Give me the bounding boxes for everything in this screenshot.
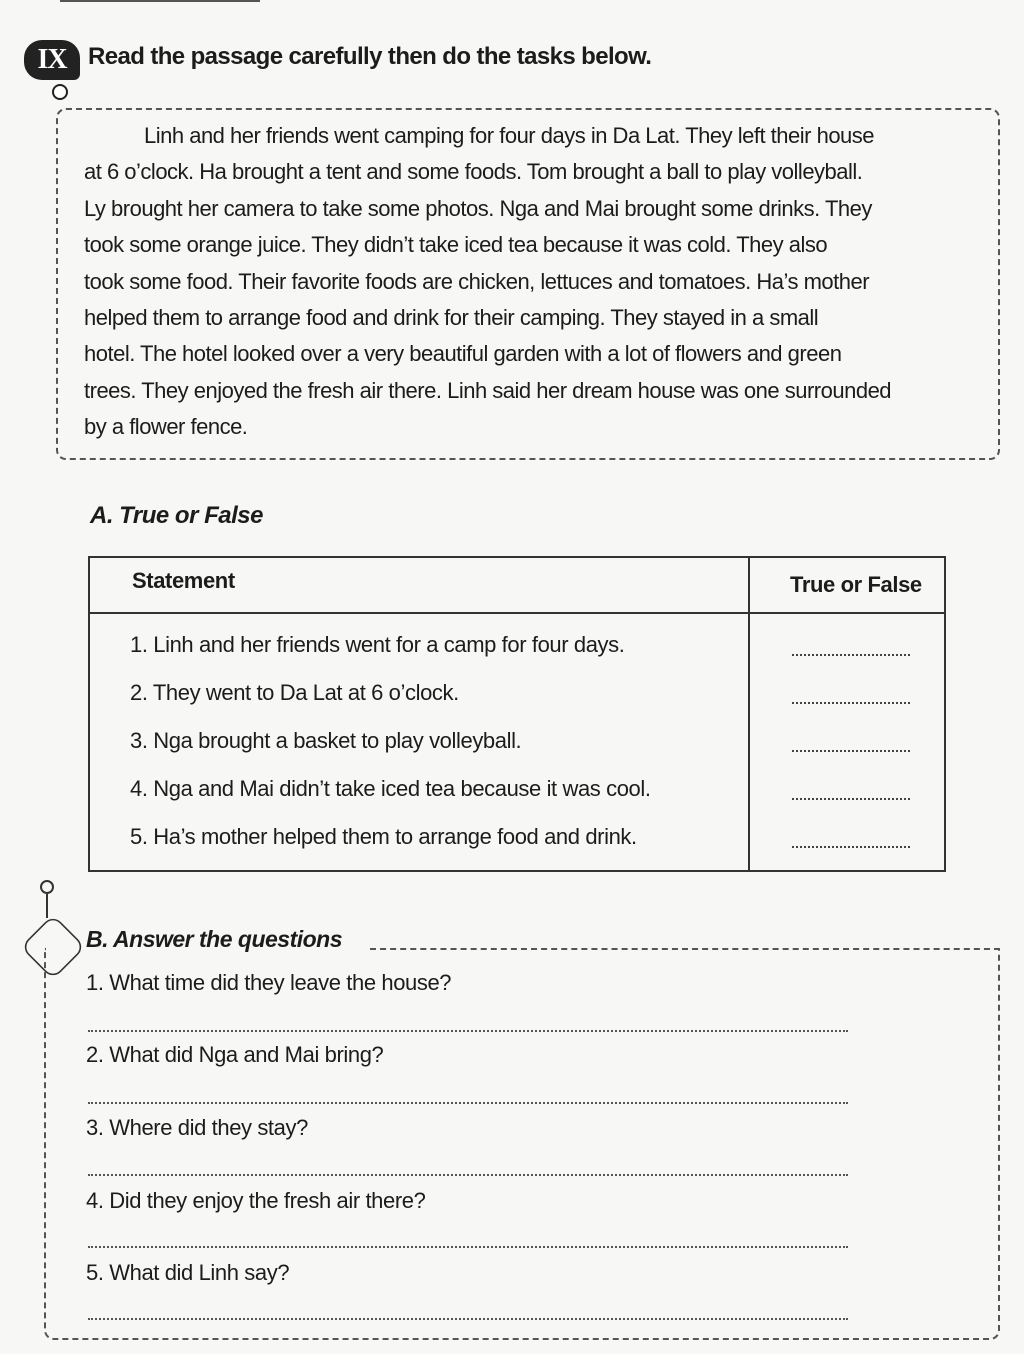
badge-ring-icon	[52, 84, 68, 100]
passage-line: Ly brought her camera to take some photos. Nga and Mai brought some drinks. They	[84, 195, 872, 221]
table-header-divider	[90, 612, 944, 614]
answer-blank-1[interactable]	[792, 654, 910, 656]
passage-line: helped them to arrange food and drink for their camping. They stayed in a small	[84, 305, 819, 331]
question-5: 5. What did Linh say?	[86, 1260, 290, 1285]
section-a-title: A. True or False	[90, 502, 263, 529]
pin-stem	[46, 894, 48, 918]
answer-line-2[interactable]	[88, 1102, 848, 1104]
passage-text	[84, 118, 974, 446]
answer-blank-4[interactable]	[792, 798, 910, 800]
answer-line-5[interactable]	[88, 1318, 848, 1320]
question-4: 4. Did they enjoy the fresh air there?	[86, 1188, 426, 1213]
exercise-title: Read the passage carefully then do the tasks below.	[88, 43, 652, 70]
passage-line: by a flower fence.	[84, 414, 248, 440]
header-statement: Statement	[132, 568, 235, 593]
passage-line: took some orange juice. They didn’t take iced tea because it was cold. They also	[84, 232, 828, 258]
question-2: 2. What did Nga and Mai bring?	[86, 1042, 384, 1067]
passage-line: Linh and her friends went camping for four days in Da Lat. They left their house	[144, 123, 875, 148]
pin-icon	[40, 880, 54, 894]
answer-blank-3[interactable]	[792, 750, 910, 752]
answer-blank-2[interactable]	[792, 702, 910, 704]
exercise-number-badge	[24, 40, 80, 80]
true-false-table	[88, 556, 946, 872]
table-column-divider	[748, 558, 750, 870]
passage-line: hotel. The hotel looked over a very beautiful garden with a lot of flowers and green	[84, 341, 842, 367]
statement-row: 3. Nga brought a basket to play volleyball.	[130, 728, 522, 753]
answer-line-1[interactable]	[88, 1030, 848, 1032]
statement-row: 4. Nga and Mai didn’t take iced tea because it was cool.	[130, 776, 651, 801]
questions-box-top-border	[370, 948, 1000, 950]
question-1: 1. What time did they leave the house?	[86, 970, 452, 995]
answer-line-4[interactable]	[88, 1246, 848, 1248]
passage-line: at 6 o’clock. Ha brought a tent and some foods. Tom brought a ball to play volleyball.	[84, 159, 863, 185]
answer-line-3[interactable]	[88, 1174, 848, 1176]
section-b-title: B. Answer the questions	[86, 926, 343, 952]
statement-row: 1. Linh and her friends went for a camp for four days.	[130, 632, 625, 657]
passage-line: trees. They enjoyed the fresh air there. Linh said her dream house was one surrounded	[84, 377, 892, 403]
top-divider	[60, 0, 260, 2]
answer-blank-5[interactable]	[792, 846, 910, 848]
header-true-or-false: True or False	[790, 572, 922, 597]
passage-line: took some food. Their favorite foods are chicken, lettuces and tomatoes. Ha’s mother	[84, 268, 870, 294]
exercise-number: IX	[37, 44, 67, 75]
question-3: 3. Where did they stay?	[86, 1115, 308, 1140]
statement-row: 5. Ha’s mother helped them to arrange food and drink.	[130, 824, 637, 849]
statement-row: 2. They went to Da Lat at 6 o’clock.	[130, 680, 459, 705]
